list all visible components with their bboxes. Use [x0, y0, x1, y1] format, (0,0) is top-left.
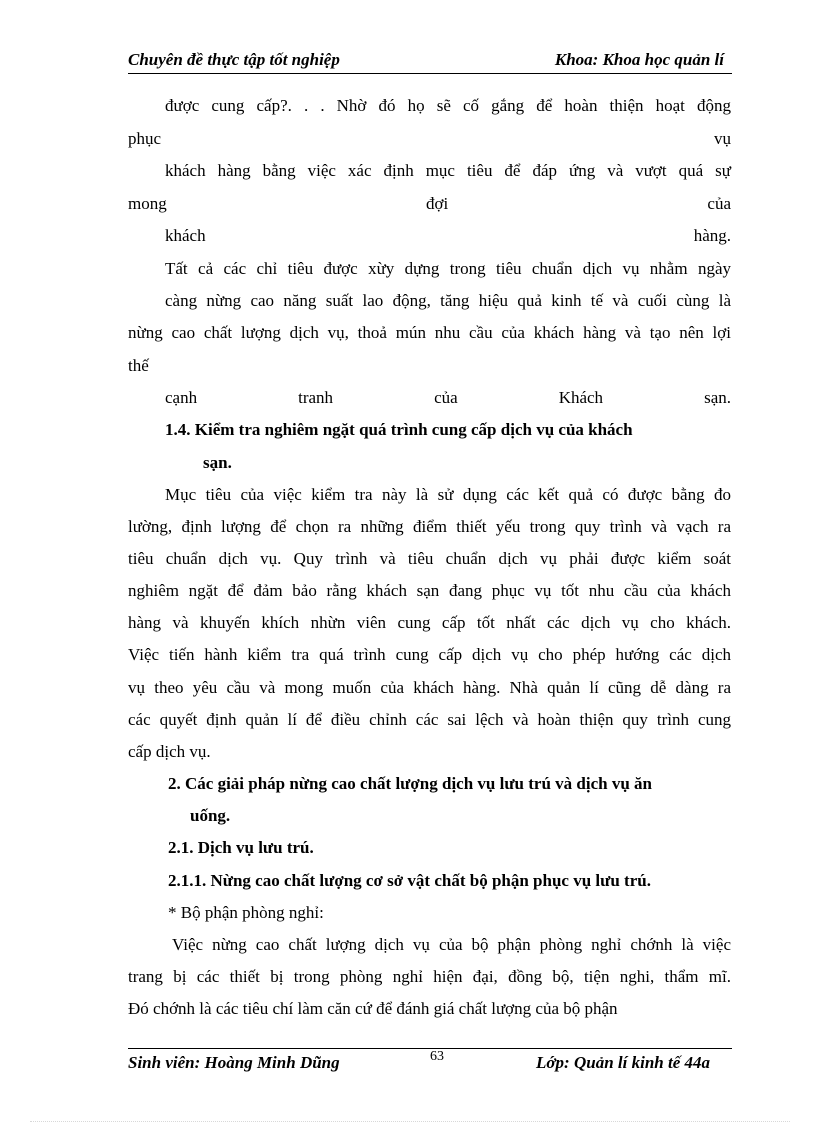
footer-student: Sinh viên: Hoàng Minh Dũng — [128, 1053, 340, 1072]
header-divider — [128, 73, 732, 74]
page-number: 63 — [430, 1049, 444, 1064]
text-line: mong đợi của — [128, 194, 731, 213]
section-heading-2: 2. Các giải pháp nừng cao chất lượng dịch vụ lưu trú và dịch vụ ăn — [168, 774, 653, 793]
text-line: Việc tiến hành kiểm tra quá trình cung cấp dịch vụ cho phép hướng các dịch — [128, 645, 731, 664]
text-line: nghiêm ngặt để đảm bảo rằng khách sạn đang phục vụ tốt nhu cầu của khách — [128, 581, 731, 600]
text-line: hàng và khuyến khích nhừn viên cung cấp tốt nhất các dịch vụ cho khách. — [128, 613, 731, 632]
text-line: cạnh tranh của Khách sạn. — [165, 388, 731, 407]
text-line: phục vụ — [128, 129, 731, 148]
text-line: càng nừng cao năng suất lao động, tăng hiệu quả kinh tế và cuối cùng là — [165, 291, 731, 310]
text-line: Tất cả các chỉ tiêu được xừy dựng trong tiêu chuẩn dịch vụ nhằm ngày — [165, 259, 731, 278]
footer-class: Lớp: Quản lí kinh tế 44a — [536, 1053, 710, 1072]
text-line: được cung cấp?. . . Nhờ đó họ sẽ cố gắng để hoàn thiện hoạt động — [165, 96, 731, 115]
header-title: Chuyên đề thực tập tốt nghiệp — [128, 50, 340, 69]
text-line: Việc nừng cao chất lượng dịch vụ của bộ phận phòng nghỉ chớnh là việc — [172, 935, 731, 954]
page-edge — [30, 1121, 790, 1122]
text-line: nừng cao chất lượng dịch vụ, thoả mún nhu cầu của khách hàng và tạo nên lợi — [128, 323, 731, 342]
section-heading-2-1-1: 2.1.1. Nừng cao chất lượng cơ sở vật chất bộ phận phục vụ lưu trú. — [168, 871, 651, 890]
text-line: Đó chớnh là các tiêu chí làm căn cứ để đánh giá chất lượng của bộ phận — [128, 999, 618, 1018]
text-line: Mục tiêu của việc kiểm tra này là sử dụng các kết quả có được bằng đo — [165, 485, 731, 504]
text-line: khách hàng. — [165, 226, 731, 245]
text-line: vụ theo yêu cầu và mong muốn của khách hàng. Nhà quản lí cũng dễ dàng ra — [128, 678, 731, 697]
header-faculty: Khoa: Khoa học quản lí — [554, 50, 724, 69]
text-line: khách hàng bằng việc xác định mục tiêu để đáp ứng và vượt quá sự — [165, 161, 731, 180]
section-heading-2-1: 2.1. Dịch vụ lưu trú. — [168, 838, 314, 857]
section-heading-1-4: 1.4. Kiểm tra nghiêm ngặt quá trình cung cấp dịch vụ của khách — [165, 420, 633, 439]
text-line: thế — [128, 356, 149, 375]
subsection-label: * Bộ phận phòng nghỉ: — [168, 903, 324, 922]
text-line: cấp dịch vụ. — [128, 742, 211, 761]
text-line: trang bị các thiết bị trong phòng nghỉ hiện đại, đồng bộ, tiện nghi, thẩm mĩ. — [128, 967, 731, 986]
section-heading-1-4-cont: sạn. — [203, 453, 232, 472]
page-header — [128, 50, 732, 72]
text-line: các quyết định quản lí để điều chỉnh các sai lệch và hoàn thiện quy trình cung — [128, 710, 731, 729]
text-line: lường, định lượng để chọn ra những điểm thiết yếu trong quy trình và vạch ra — [128, 517, 731, 536]
section-heading-2-cont: uống. — [190, 806, 231, 825]
page-footer — [128, 1049, 732, 1075]
text-line: tiêu chuẩn dịch vụ. Quy trình và tiêu chuẩn dịch vụ phải được kiểm soát — [128, 549, 731, 568]
